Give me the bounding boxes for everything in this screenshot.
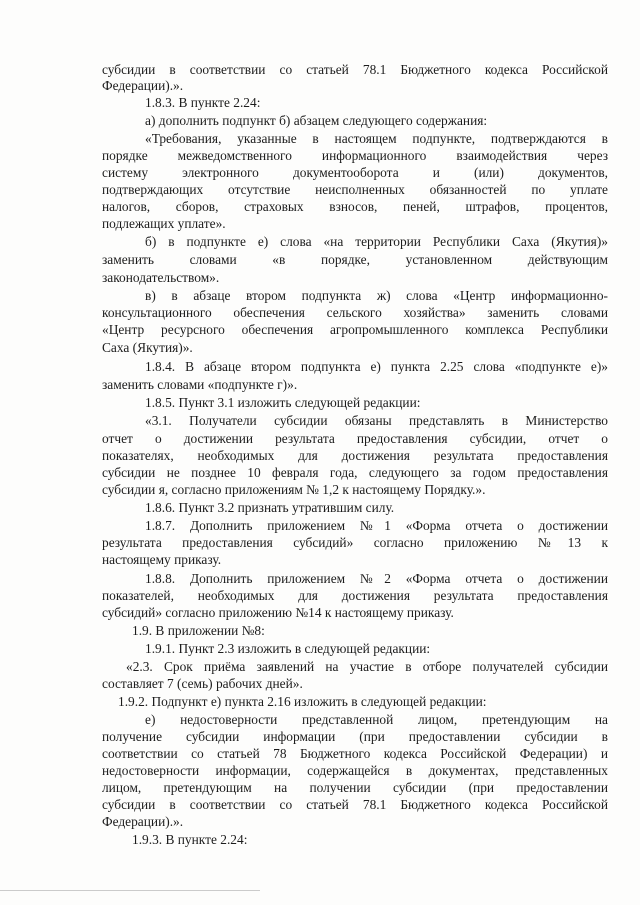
text-line: в) в абзаце втором подпункта ж) слова «Центр информационно- (145, 288, 608, 303)
text-line: Федерации).». (102, 78, 184, 93)
text-line: 1.9.3. В пункте 2.24: (132, 832, 248, 847)
text-line: показателях, необходимых для достижения результата предоставления (102, 448, 608, 463)
text-line: налогов, сборов, страховых взносов, пеней, штрафов, процентов, (102, 199, 608, 214)
text-line: Саха (Якутия)». (102, 340, 193, 355)
text-line: субсидии не позднее 10 февраля года, следующего за годом предоставления (102, 465, 608, 480)
scan-artifact (0, 890, 260, 891)
text-line: недостоверности информации, содержащейся в документах, представленных (102, 763, 608, 778)
text-line: субсидии в соответствии со статьей 78.1 Бюджетного кодекса Российской (102, 62, 608, 77)
text-line: е) недостоверности представленной лицом, претендующим на (145, 712, 608, 727)
text-line: 1.9.1. Пункт 2.3 изложить в следующей редакции: (145, 641, 431, 656)
text-line: а) дополнить подпункт б) абзацем следующего содержания: (145, 113, 488, 128)
text-line: «2.3. Срок приёма заявлений на участие в отборе получателей субсидии (126, 659, 608, 674)
text-line: подтверждающих отсутствие неисполненных обязанностей по уплате (102, 182, 608, 197)
text-line: лицом, претендующим на получении субсидии (при предоставлении (102, 780, 608, 795)
text-line: «3.1. Получатели субсидии обязаны представлять в Министерство (145, 413, 608, 428)
text-line: 1.8.7. Дополнить приложением №1 «Форма отчета о достижении (145, 518, 608, 533)
text-line: субсидии я, согласно приложениям № 1,2 к настоящему Порядку.». (102, 482, 486, 497)
text-line: заменить словами «в порядке, установленном действующим (102, 252, 608, 267)
text-line: б) в подпункте е) слова «на территории Республики Саха (Якутия)» (145, 234, 608, 249)
text-line: 1.8.5. Пункт 3.1 изложить следующей редакции: (145, 395, 421, 410)
text-line: систему электронного документооборота и (или) документов, (102, 165, 608, 180)
text-line: «Центр ресурсного обеспечения агропромышленного комплекса Республики (102, 322, 608, 337)
text-line: соответствии со статьей 78 Бюджетного кодекса Российской Федерации) и (102, 746, 608, 761)
text-line: отчет о достижении результата предоставления субсидии, отчет о (102, 431, 608, 446)
text-line: «Требования, указанные в настоящем подпункте, подтверждаются в (145, 131, 608, 146)
text-line: настоящему приказу. (102, 552, 222, 567)
text-line: субсидий» согласно приложению №14 к настоящему приказу. (102, 605, 454, 620)
text-line: заменить словами «подпункте г)». (102, 377, 298, 392)
text-line: субсидии в соответствии со статьей 78.1 Бюджетного кодекса Российской (102, 797, 608, 812)
text-line: порядке межведомственного информационного взаимодействия через (102, 148, 608, 163)
text-line: показателей, необходимых для достижения результата предоставления (102, 588, 608, 603)
text-line: составляет 7 (семь) рабочих дней». (102, 676, 303, 691)
text-line: получение субсидии информации (при предоставлении субсидии в (102, 729, 608, 744)
text-line: законодательством». (102, 270, 220, 285)
text-line: Федерации).». (102, 814, 184, 829)
text-line: 1.8.3. В пункте 2.24: (145, 95, 261, 110)
text-line: 1.9.2. Подпункт е) пункта 2.16 изложить в следующей редакции: (118, 694, 487, 709)
text-line: 1.9. В приложении №8: (132, 623, 265, 638)
text-line: результата предоставления субсидий» согласно приложению №13 к (102, 535, 608, 550)
text-line: консультационного обеспечения сельского хозяйства» заменить словами (102, 305, 608, 320)
text-line: 1.8.6. Пункт 3.2 признать утратившим силу. (145, 500, 395, 515)
text-line: подлежащих уплате». (102, 216, 226, 231)
text-line: 1.8.4. В абзаце втором подпункта е) пункта 2.25 слова «подпункте е)» (145, 359, 608, 374)
text-line: 1.8.8. Дополнить приложением №2 «Форма отчета о достижении (145, 571, 608, 586)
